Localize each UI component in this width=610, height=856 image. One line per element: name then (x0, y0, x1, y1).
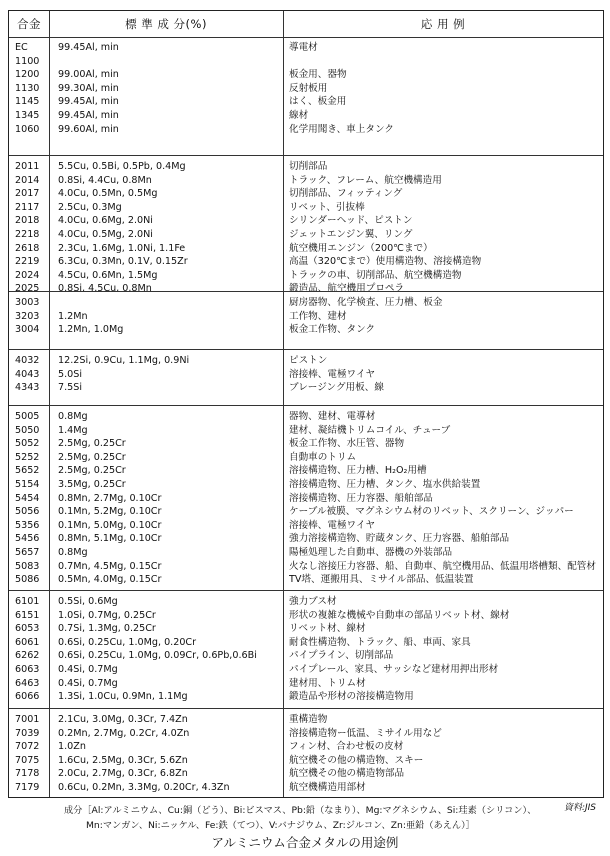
table-row (9, 492, 603, 506)
composition: 99.00Al, min (58, 69, 119, 81)
composition: 3.5Mg, 0.25Cr (58, 479, 126, 490)
table-row (9, 505, 603, 519)
table-row (9, 622, 603, 636)
composition: 0.8Si, 4.4Cu, 0.8Mn (58, 174, 152, 186)
application: 導電材 (289, 42, 318, 53)
application: 厨房器物、化学検査、圧力槽、板金 (289, 297, 443, 308)
table-row (9, 228, 603, 242)
composition: 4.5Cu, 0.6Mn, 1.5Mg (58, 269, 158, 281)
table-row (9, 68, 603, 82)
application: 重構造物 (289, 714, 328, 725)
table-row (9, 255, 603, 269)
application: 線材 (289, 110, 309, 121)
table-row (9, 381, 603, 395)
table-row (9, 282, 603, 296)
alloy-code: 6463 (15, 677, 40, 689)
table-row (9, 187, 603, 201)
alloy-code: 7072 (15, 741, 40, 753)
composition: 99.45Al, min (58, 42, 119, 53)
composition: 0.2Mn, 2.7Mg, 0.2Cr, 4.0Zn (58, 727, 190, 739)
composition: 2.0Cu, 2.7Mg, 0.3Cr, 6.8Zn (58, 768, 188, 780)
application: 航空機構造用部材 (289, 782, 366, 793)
alloy-code: 2219 (15, 256, 40, 268)
table-row (9, 573, 603, 587)
alloy-code: 5005 (15, 411, 40, 422)
composition: 4.0Cu, 0.6Mg, 2.0Ni (58, 215, 153, 227)
alloy-code: 7178 (15, 768, 40, 780)
alloy-code: 5356 (15, 519, 40, 531)
composition: 4.0Cu, 0.5Mg, 2.0Ni (58, 229, 153, 240)
application: 工作物、建材 (289, 310, 347, 322)
composition: 2.5Mg, 0.25Cr (58, 438, 126, 450)
composition: 5.0Si (58, 368, 83, 380)
application: 建材、凝結機トリムコイル、チューブ (289, 424, 451, 436)
alloy-code: 6066 (15, 691, 40, 703)
table-row (9, 767, 603, 781)
table-row (9, 109, 603, 123)
table-row (9, 727, 603, 741)
application: リベット材、線材 (289, 623, 366, 635)
alloy-code: 5154 (15, 479, 40, 490)
alloy-code: 5456 (15, 533, 40, 545)
composition: 1.0Si, 0.7Mg, 0.25Cr (58, 609, 156, 621)
alloy-code: 2117 (15, 201, 40, 213)
application: フィン材、合わせ板の皮材 (289, 741, 404, 753)
composition: 0.8Mn, 5.1Mg, 0.10Cr (58, 533, 162, 545)
composition: 1.2Mn (58, 310, 88, 322)
table-row (9, 201, 603, 215)
alloy-table (8, 10, 604, 798)
table-row (9, 95, 603, 109)
application: 板金用、器物 (289, 69, 347, 81)
header-application: 応 用 例 (420, 17, 466, 31)
application: 鍛造品や形材の溶接構造物用 (289, 691, 414, 703)
table-row (9, 354, 603, 368)
table-row (9, 451, 603, 465)
table-row (9, 546, 603, 560)
composition: 0.4Si, 0.7Mg (58, 664, 118, 675)
table-row (9, 609, 603, 623)
application: 航空機その他の構造物部品 (289, 768, 405, 780)
table-row (9, 55, 603, 69)
group-divider (9, 405, 603, 406)
table-row (9, 690, 603, 704)
source-label: 資料:JIS (563, 803, 596, 813)
composition: 0.4Si, 0.7Mg (58, 677, 118, 689)
application: 切削部品 (289, 161, 328, 172)
alloy-code: 5454 (15, 492, 40, 504)
table-row (9, 663, 603, 677)
alloy-code: 4032 (15, 355, 40, 366)
application: 反射板用 (289, 82, 328, 94)
alloy-code: 2218 (15, 229, 40, 240)
composition: 1.6Cu, 2.5Mg, 0.3Cr, 5.6Zn (58, 754, 188, 766)
composition: 1.0Zn (58, 741, 86, 753)
table-row (9, 160, 603, 174)
composition: 12.2Si, 0.9Cu, 1.1Mg, 0.9Ni (58, 355, 190, 366)
composition: 2.3Cu, 1.6Mg, 1.0Ni, 1.1Fe (58, 242, 186, 254)
composition: 2.5Mg, 0.25Cr (58, 451, 126, 463)
group-divider (9, 590, 603, 591)
composition: 0.8Mg (58, 411, 88, 422)
table-row (9, 636, 603, 650)
composition: 99.30Al, min (58, 82, 119, 94)
composition: 0.1Mn, 5.2Mg, 0.10Cr (58, 506, 162, 518)
composition: 0.8Si, 4.5Cu, 0.8Mn (58, 283, 152, 295)
alloy-code: 1145 (15, 96, 40, 108)
table-row (9, 123, 603, 137)
composition: 0.8Mn, 2.7Mg, 0.10Cr (58, 492, 162, 504)
caption: アルミニウム合金メタルの用途例 (211, 835, 399, 850)
application: 器物、建材、電導材 (289, 411, 376, 422)
alloy-code: 6053 (15, 623, 40, 635)
application: パイプライン、切削部品 (289, 650, 394, 662)
table-row (9, 781, 603, 795)
application: 自動車のトリム (289, 451, 357, 463)
table-row (9, 464, 603, 478)
composition: 0.7Mn, 4.5Mg, 0.15Cr (58, 560, 162, 572)
application: 溶接構造物ー低温、ミサイル用など (289, 727, 442, 739)
application: 耐食性構造物、トラック、船、車両、家具 (289, 636, 471, 648)
alloy-code: 2011 (15, 161, 40, 172)
composition: 2.5Cu, 0.3Mg (58, 201, 122, 213)
table-row (9, 323, 603, 337)
alloy-code: 3004 (15, 324, 40, 336)
table-row (9, 754, 603, 768)
alloy-code: EC (15, 42, 28, 53)
application: 鍛造品、航空機用プロペラ (289, 283, 405, 295)
alloy-code: 4043 (15, 368, 40, 380)
alloy-code: 4343 (15, 382, 40, 394)
table-row (9, 595, 603, 609)
group-divider (9, 349, 603, 350)
alloy-code: 6061 (15, 636, 40, 648)
composition: 0.1Mn, 5.0Mg, 0.10Cr (58, 519, 162, 531)
footnote-line-2: Mn:マンガン、Ni:ニッケル、Fe:鉄（てつ）、V:バナジウム、Zr:ジルコン、Zn:亜鉛（あえん）］ (86, 820, 475, 831)
alloy-code: 2024 (15, 269, 40, 281)
application: ジェットエンジン翼、リング (289, 229, 413, 240)
composition: 0.5Mn, 4.0Mg, 0.15Cr (58, 574, 162, 586)
table-row (9, 532, 603, 546)
composition: 0.6Si, 0.25Cu, 1.0Mg, 0.09Cr, 0.6Pb,0.6Bi (58, 650, 257, 662)
application: 溶接構造物、圧力容器、船舶部品 (289, 492, 433, 504)
alloy-code: 2018 (15, 215, 40, 227)
alloy-code: 2618 (15, 242, 40, 254)
composition: 0.5Si, 0.6Mg (58, 596, 118, 607)
group-divider (9, 708, 603, 709)
application: トラックの車、切削部品、航空機構造物 (289, 269, 462, 281)
alloy-code: 5252 (15, 451, 40, 463)
application: 建材用、トリム材 (289, 677, 366, 689)
application: 高温（320℃まで）使用構造物、溶接構造物 (289, 256, 482, 268)
application: 形状の複雑な機械や自動車の部品リベット材、線材 (289, 609, 510, 621)
composition: 6.3Cu, 0.3Mn, 0.1V, 0.15Zr (58, 256, 188, 268)
table-row (9, 410, 603, 424)
alloy-code: 6262 (15, 650, 40, 662)
composition: 0.6Cu, 0.2Mn, 3.3Mg, 0.20Cr, 4.3Zn (58, 782, 230, 793)
table-row (9, 519, 603, 533)
application: シリンダーヘッド、ピストン (289, 215, 413, 227)
composition: 2.1Cu, 3.0Mg, 0.3Cr, 7.4Zn (58, 714, 188, 725)
alloy-code: 5052 (15, 438, 40, 450)
application: はく、板金用 (289, 96, 347, 108)
composition: 99.60Al, min (58, 123, 119, 135)
group-divider (9, 291, 603, 292)
alloy-code: 6151 (15, 609, 40, 621)
alloy-code: 1200 (15, 69, 40, 81)
composition: 4.0Cu, 0.5Mn, 0.5Mg (58, 188, 158, 200)
composition: 5.5Cu, 0.5Bi, 0.5Pb, 0.4Mg (58, 161, 186, 172)
header-divider (9, 37, 603, 38)
application: ケーブル被膜、マグネシウム材のリベット、スクリーン、ジッパー (289, 506, 574, 518)
alloy-code: 5056 (15, 506, 40, 518)
alloy-code: 7179 (15, 782, 40, 793)
alloy-code: 5086 (15, 574, 40, 586)
composition: 1.4Mg (58, 424, 88, 436)
application: ブレージング用板、線 (289, 382, 384, 394)
composition: 0.7Si, 1.3Mg, 0.25Cr (58, 623, 156, 635)
group-divider (9, 155, 603, 156)
table-row (9, 368, 603, 382)
table-row (9, 740, 603, 754)
table-row (9, 174, 603, 188)
table-row (9, 296, 603, 310)
composition: 0.8Mg (58, 547, 88, 558)
table-row (9, 242, 603, 256)
table-row (9, 214, 603, 228)
table-row (9, 41, 603, 55)
composition: 0.6Si, 0.25Cu, 1.0Mg, 0.20Cr (58, 636, 197, 648)
application: 航空機用エンジン（200℃まで） (289, 242, 433, 254)
application: ピストン (289, 355, 328, 366)
alloy-code: 1345 (15, 110, 40, 121)
table-row (9, 713, 603, 727)
table-row (9, 478, 603, 492)
application: 板金工作物、水圧管、器物 (289, 438, 405, 450)
application: 陽極処理した自動車、器機の外装部品 (289, 547, 453, 558)
application: トラック、フレーム、航空機構造用 (289, 174, 442, 186)
alloy-code: 5050 (15, 424, 40, 436)
application: 板金工作物、タンク (289, 324, 376, 336)
composition: 1.3Si, 1.0Cu, 0.9Mn, 1.1Mg (58, 691, 188, 703)
application: TV塔、運搬用具、ミサイル部品、低温装置 (289, 574, 474, 586)
table-row (9, 269, 603, 283)
table-row (9, 82, 603, 96)
application: 溶接棒、電極ワイヤ (289, 368, 376, 380)
composition: 1.2Mn, 1.0Mg (58, 324, 124, 336)
alloy-code: 3203 (15, 310, 40, 322)
alloy-code: 2014 (15, 174, 40, 186)
table-row (9, 649, 603, 663)
alloy-code: 6101 (15, 596, 40, 607)
table-row (9, 560, 603, 574)
application: リベット、引抜棒 (289, 201, 365, 213)
alloy-code: 1100 (15, 55, 40, 67)
footnote-line-1: 成分［Al:アルミニウム、Cu:銅（どう）、Bi:ビスマス、Pb:鉛（なまり）、Mg:マグネシウム、Si:珪素（シリコン）、 (64, 805, 537, 816)
application: 強力ブス材 (289, 596, 337, 607)
table-row (9, 424, 603, 438)
alloy-code: 2017 (15, 188, 40, 200)
table-row (9, 310, 603, 324)
table-row (9, 677, 603, 691)
alloy-code: 3003 (15, 297, 40, 308)
application: パイプレール、家具、サッシなど建材用押出形材 (289, 664, 499, 675)
alloy-code: 7001 (15, 714, 40, 725)
alloy-code: 6063 (15, 664, 40, 675)
application: 溶接棒、電極ワイヤ (289, 519, 376, 531)
alloy-code: 7039 (15, 727, 40, 739)
application: 溶接構造物、圧力槽、H₂O₂用槽 (289, 465, 427, 477)
alloy-code: 5652 (15, 465, 40, 477)
table-row (9, 437, 603, 451)
header-code: 合金 (17, 17, 41, 31)
alloy-code: 1130 (15, 82, 40, 94)
composition: 99.45Al, min (58, 110, 119, 121)
application: 航空機その他の構造物、スキー (289, 754, 424, 766)
header-composition: 標 準 成 分(%) (125, 17, 207, 31)
application: 火なし溶接圧力容器、船、自動車、航空機用品、低温用塔槽類、配管材 (289, 560, 596, 572)
application: 強力溶接構造物、貯蔵タンク、圧力容器、船舶部品 (289, 533, 510, 545)
composition: 99.45Al, min (58, 96, 119, 108)
alloy-code: 5657 (15, 547, 40, 558)
alloy-code: 7075 (15, 754, 40, 766)
application: 切削部品、フィッティング (289, 188, 403, 200)
alloy-code: 5083 (15, 560, 40, 572)
alloy-code: 1060 (15, 123, 40, 135)
composition: 2.5Mg, 0.25Cr (58, 465, 126, 477)
application: 溶接構造物、圧力槽、タンク、塩水供給装置 (289, 479, 481, 490)
alloy-code: 2025 (15, 283, 40, 295)
application: 化学用聞き、車上タンク (289, 123, 394, 135)
composition: 7.5Si (58, 382, 83, 394)
